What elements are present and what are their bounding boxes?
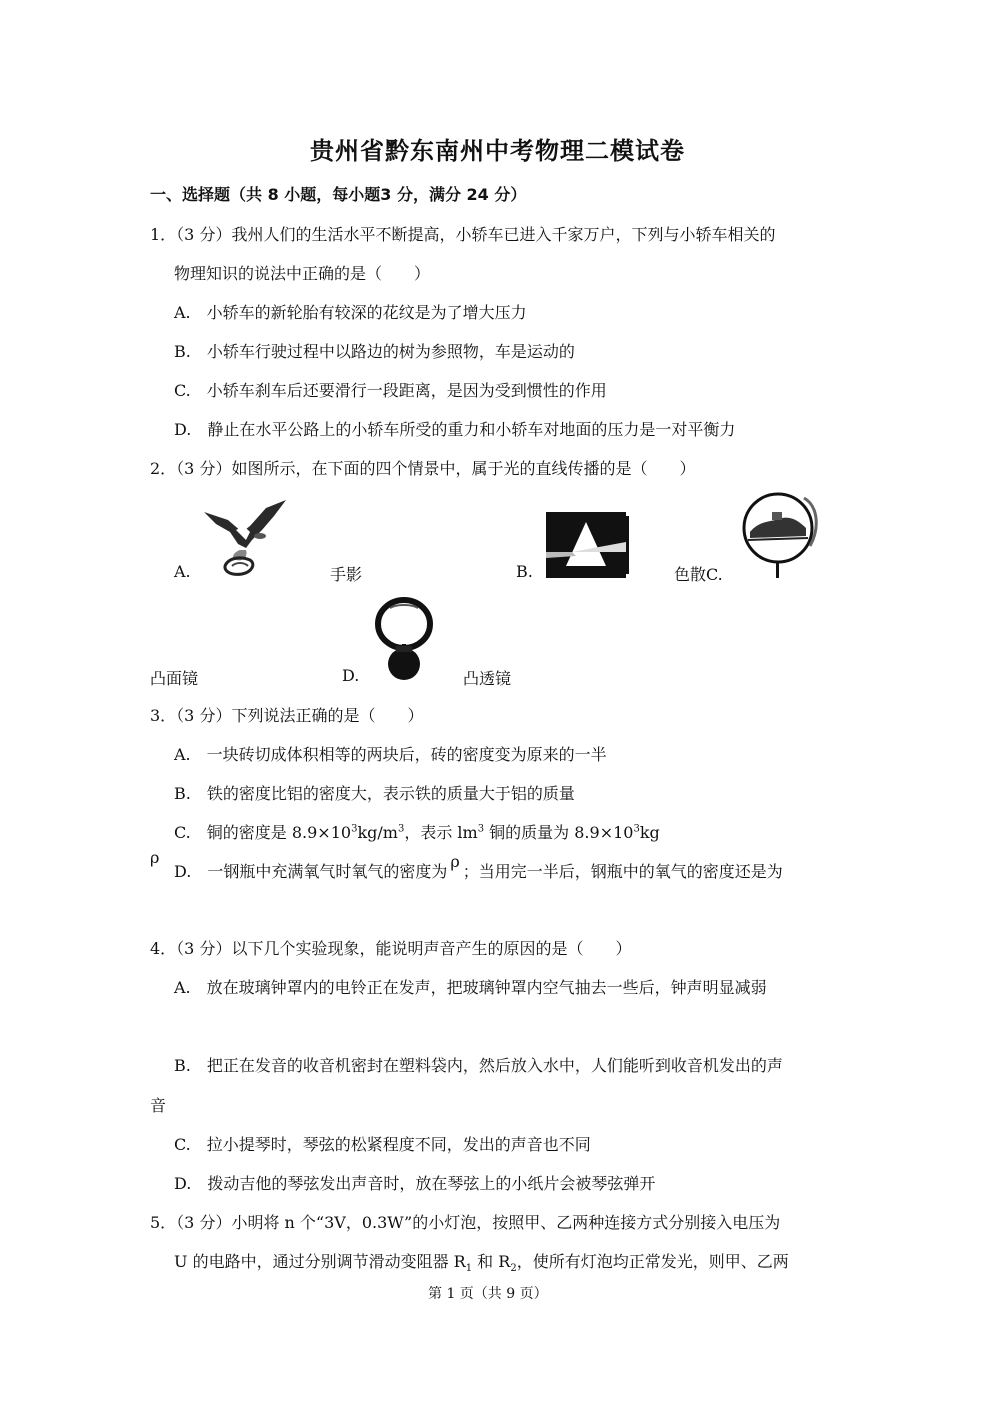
q5-text-1: U 的电路中，通过分别调节滑动变阻器 R (174, 1252, 466, 1271)
q3-d-text-2: ；当用完一半后，钢瓶中的氧气的密度还是为 (462, 862, 783, 881)
q1-option-d: D. 静止在水平公路上的小轿车所受的重力和小轿车对地面的压力是一对平衡力 (174, 420, 736, 439)
q3-option-c (174, 820, 660, 843)
hand-shadow-image (200, 500, 292, 582)
page-title: 贵州省黔东南州中考物理二模试卷 (310, 137, 685, 165)
q5-stem-line2 (174, 1249, 789, 1274)
q3-option-a: A. 一块砖切成体积相等的两块后，砖的密度变为原来的一半 (174, 745, 607, 764)
q2-option-b-letter: B. (516, 562, 533, 581)
q2-stem: 2．（3 分）如图所示，在下面的四个情景中，属于光的直线传播的是（ ） (150, 459, 696, 478)
q3-c-text-2: kg/m (357, 823, 398, 842)
q4-option-c: C. 拉小提琴时，琴弦的松紧程度不同，发出的声音也不同 (174, 1135, 591, 1154)
q2-option-a-letter: A. (174, 562, 191, 581)
q3-c-text-3: ，表示 lm (404, 823, 478, 842)
q3-stem: 3．（3 分）下列说法正确的是（ ） (150, 706, 424, 725)
q5-sub-1: 1 (465, 1263, 473, 1275)
q5-text-3: ，使所有灯泡均正常发光，则甲、乙两 (516, 1252, 789, 1271)
q3-c-text-5: kg (639, 823, 660, 842)
q3-c-sup-4: 3 (633, 823, 640, 835)
q2-option-b-caption: 色散C. (674, 565, 723, 584)
q4-option-d: D. 拨动吉他的琴弦发出声音时，放在琴弦上的小纸片会被琴弦弹开 (174, 1174, 656, 1193)
q2-option-a-caption: 手影 (330, 565, 363, 584)
section-heading: 一、选择题（共 8 小题，每小题3 分，满分 24 分） (150, 185, 527, 204)
q4-option-b-line2: 音 (150, 1096, 167, 1115)
q3-option-b: B. 铁的密度比铝的密度大，表示铁的质量大于铝的质量 (174, 784, 575, 803)
q3-d-rho: ρ (450, 852, 460, 871)
q3-option-d (174, 852, 783, 882)
page-footer: 第 1 页（共 9 页） (428, 1286, 548, 1302)
convex-lens-image (372, 596, 438, 684)
q3-c-text-4: 铜的质量为 8.9×10 (484, 823, 634, 842)
q3-c-sup-2: 3 (397, 823, 405, 835)
q4-option-a: A. 放在玻璃钟罩内的电铃正在发声，把玻璃钟罩内空气抽去一些后，钟声明显减弱 (174, 978, 767, 997)
q3-rho-margin: ρ (150, 848, 160, 867)
q1-option-a: A. 小轿车的新轮胎有较深的花纹是为了增大压力 (174, 303, 527, 322)
q3-c-sup-1: 3 (351, 823, 358, 835)
q1-option-c: C. 小轿车刹车后还要滑行一段距离，是因为受到惯性的作用 (174, 381, 607, 400)
q5-stem-line1: 5．（3 分）小明将 n 个“3V，0.3W”的小灯泡，按照甲、乙两种连接方式分别接入电压为 (150, 1213, 781, 1232)
q1-stem-line1: 1．（3 分）我州人们的生活水平不断提高，小轿车已进入千家万户，下列与小轿车相关的 (150, 225, 776, 244)
q5-sub-2: 2 (510, 1263, 517, 1275)
q2-option-d-caption: 凸透镜 (463, 669, 512, 688)
q2-option-d-letter: D. (342, 666, 360, 685)
q1-option-b: B. 小轿车行驶过程中以路边的树为参照物，车是运动的 (174, 342, 575, 361)
q3-d-text-1: D. 一钢瓶中充满氧气时氧气的密度为 (174, 862, 448, 881)
prism-dispersion-image (546, 512, 630, 578)
q3-c-text-1: C. 铜的密度是 8.9×10 (174, 823, 352, 842)
q3-c-sup-3: 3 (477, 823, 485, 835)
convex-mirror-image (738, 492, 822, 578)
q2-option-c-caption: 凸面镜 (150, 669, 199, 688)
q5-text-2: 和 R (472, 1252, 511, 1271)
q1-stem-line2: 物理知识的说法中正确的是（ ） (174, 264, 431, 283)
q4-option-b-line1: B. 把正在发音的收音机密封在塑料袋内，然后放入水中，人们能听到收音机发出的声 (174, 1056, 783, 1075)
q4-stem: 4．（3 分）以下几个实验现象，能说明声音产生的原因的是（ ） (150, 939, 632, 958)
